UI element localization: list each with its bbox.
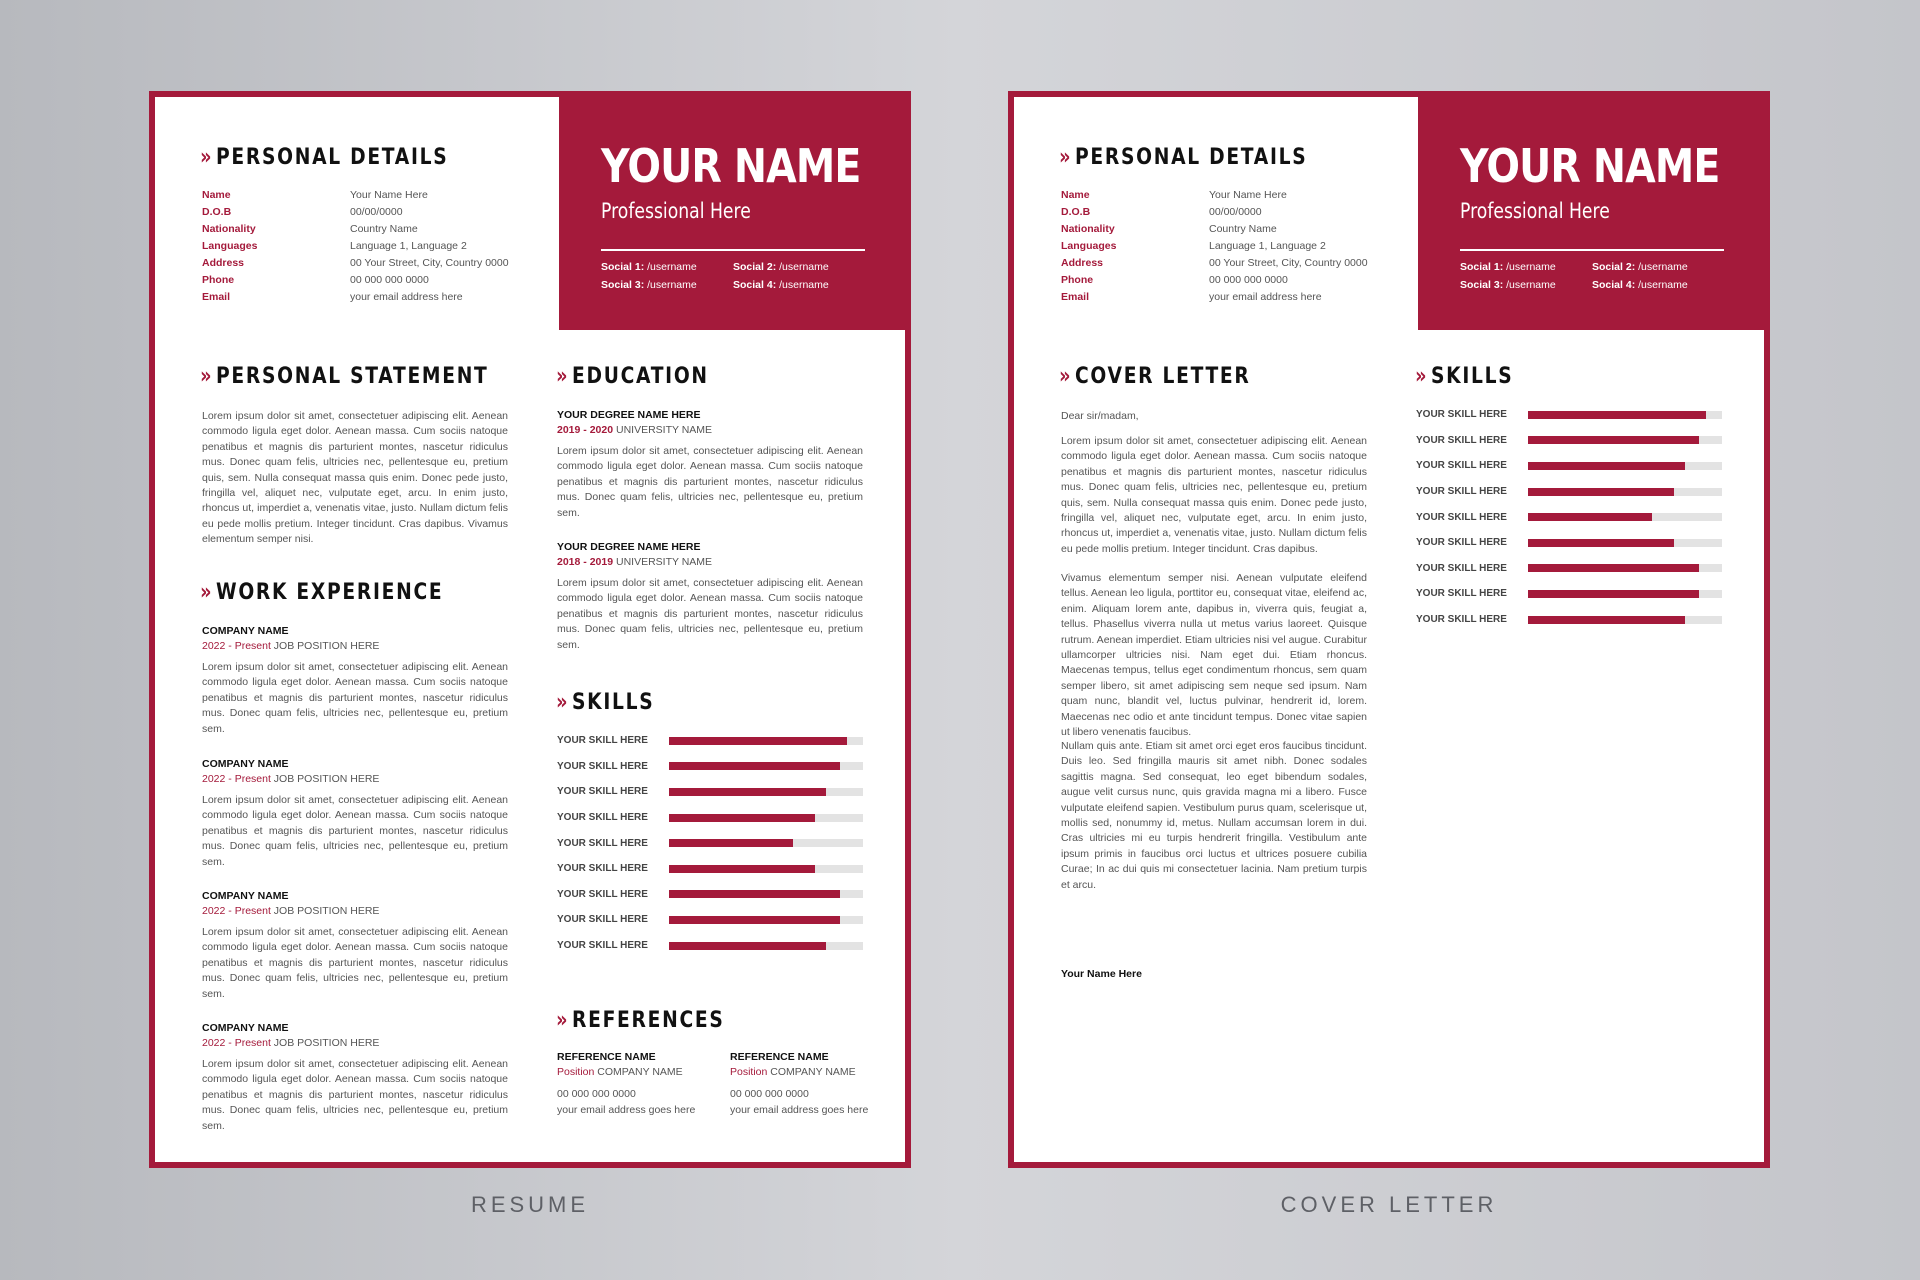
references-heading: » REFERENCES: [556, 1008, 725, 1033]
skill-bar-track: [669, 942, 863, 950]
header-divider: [1460, 249, 1724, 251]
detail-label: Phone: [202, 274, 235, 286]
resume-page: [149, 91, 911, 1168]
detail-value: Your Name Here: [1209, 189, 1287, 201]
skill-row: [1416, 453, 1722, 479]
work-entry: COMPANY NAME 2022 - Present JOB POSITION HERE Lorem ipsum dolor sit amet, consectetuer adipiscing elit. Aenean commodo ligula eget dolor. Aenean massa. Cum sociis natoque penatibus et magnis dis parturient montes, nascetur ridiculus mus. Donec quam felis, ultricies nec, pellentesque eu, pretium sem.: [202, 625, 508, 735]
skill-bar-track: [1528, 539, 1722, 547]
skill-label: YOUR SKILL HERE: [1416, 562, 1507, 574]
skill-bar-fill: [669, 737, 847, 745]
skill-bar-fill: [1528, 462, 1685, 470]
skill-label: YOUR SKILL HERE: [557, 735, 648, 747]
detail-label: Name: [1061, 189, 1090, 201]
skill-bar-fill: [1528, 616, 1685, 624]
cover-salutation: Dear sir/madam,: [1061, 410, 1139, 422]
skill-bar-track: [669, 865, 863, 873]
social-item: Social 4: /username: [1592, 279, 1688, 291]
double-chevron-right-icon: »: [1059, 364, 1069, 389]
double-chevron-right-icon: »: [556, 1008, 566, 1033]
skill-row: [1416, 479, 1722, 505]
header-divider: [601, 249, 865, 251]
skill-bar-track: [669, 762, 863, 770]
double-chevron-right-icon: »: [200, 364, 210, 389]
social-item: Social 1: /username: [1460, 261, 1556, 273]
header-name: YOUR NAME: [1460, 139, 1720, 193]
social-links: [601, 261, 875, 291]
skill-bar-track: [1528, 488, 1722, 496]
detail-label: Languages: [202, 240, 258, 252]
detail-value: 00/00/0000: [350, 206, 403, 218]
detail-label: Phone: [1061, 274, 1094, 286]
cover-letter-heading: » COVER LETTER: [1059, 364, 1251, 389]
skill-label: YOUR SKILL HERE: [1416, 537, 1507, 549]
work-entry: COMPANY NAME 2022 - Present JOB POSITION HERE Lorem ipsum dolor sit amet, consectetuer adipiscing elit. Aenean commodo ligula eget dolor. Aenean massa. Cum sociis natoque penatibus et magnis dis parturient montes, nascetur ridiculus mus. Donec quam felis, ultricies nec, pellentesque eu, pretium sem.: [202, 890, 508, 1000]
skill-bar-fill: [1528, 436, 1699, 444]
skill-bar-fill: [669, 762, 840, 770]
education-heading: » EDUCATION: [556, 364, 710, 389]
work-entry: COMPANY NAME 2022 - Present JOB POSITION HERE Lorem ipsum dolor sit amet, consectetuer adipiscing elit. Aenean commodo ligula eget dolor. Aenean massa. Cum sociis natoque penatibus et magnis dis parturient montes, nascetur ridiculus mus. Donec quam felis, ultricies nec, pellentesque eu, pretium sem.: [202, 1022, 508, 1132]
skills-list: [557, 728, 863, 958]
cover-paragraph: Vivamus elementum semper nisi. Aenean vulputate eleifend tellus. Aenean leo ligula, porttitor eu, consequat vitae, eleifend ac, enim. Aliquam lorem ante, dapibus in, viverra quis, feugiat a, tellus. Phasellus viverra nulla ut metus varius laoreet. Quisque rutrum. Aenean imperdiet. Etiam ultricies nisi vel augue. Curabitur ullamcorper ultricies nisi. Nam eget dui. Etiam rhoncus. Maecenas tempus, tellus eget condimentum rhoncus, sem quam semper libero, sit amet adipiscing sem neque sed ipsum. Nam quam nunc, blandit vel, luctus pulvinar, hendrerit id, lorem. Maecenas nec odio et ante tincidunt tempus. Donec vitae sapien ut libero venenatis faucibus.: [1061, 572, 1367, 739]
skill-row: [1416, 530, 1722, 556]
cover-letter-page: [1008, 91, 1770, 1168]
detail-label: Languages: [1061, 240, 1117, 252]
social-item: Social 3: /username: [601, 279, 697, 291]
skill-bar-fill: [669, 788, 826, 796]
skill-bar-track: [669, 916, 863, 924]
detail-value: your email address here: [1209, 291, 1322, 303]
social-item: Social 2: /username: [1592, 261, 1688, 273]
skill-bar-track: [1528, 411, 1722, 419]
reference-entry: REFERENCE NAME Position COMPANY NAME 00 000 000 0000 your email address goes here: [557, 1051, 696, 1116]
skill-bar-track: [1528, 436, 1722, 444]
skill-row: [557, 933, 863, 959]
skills-heading: » SKILLS: [1415, 364, 1514, 389]
skill-bar-track: [669, 839, 863, 847]
detail-value: 00 000 000 0000: [1209, 274, 1288, 286]
skill-bar-fill: [1528, 539, 1674, 547]
detail-label: Address: [202, 257, 245, 269]
skill-label: YOUR SKILL HERE: [1416, 511, 1507, 523]
references-list: [557, 1051, 903, 1116]
detail-value: your email address here: [350, 291, 463, 303]
cover-letter-caption: COVER LETTER: [1280, 1192, 1498, 1217]
skill-row: [1416, 428, 1722, 454]
skill-label: YOUR SKILL HERE: [557, 837, 648, 849]
detail-label: Nationality: [202, 223, 256, 235]
skill-bar-fill: [1528, 513, 1652, 521]
cover-paragraph: Lorem ipsum dolor sit amet, consectetuer adipiscing elit. Aenean commodo ligula eget dolor. Aenean massa. Cum sociis natoque penatibus et magnis dis parturient montes, nascetur ridiculus mus. Donec quam felis, ultricies nec, pellentesque eu, pretium quis, sem. Nulla consequat massa quis enim. Donec pede justo, fringilla vel, aliquet nec, vulputate eget, arcu. In enim justo, rhoncus ut, imperdiet a, venenatis vitae, justo. Nullam dictum felis eu pede mollis pretium. Integer tincidunt. Cras dapibus.: [1061, 435, 1367, 555]
skill-label: YOUR SKILL HERE: [557, 863, 648, 875]
skill-bar-fill: [669, 916, 840, 924]
skill-label: YOUR SKILL HERE: [557, 786, 648, 798]
skill-row: [557, 728, 863, 754]
skill-label: YOUR SKILL HERE: [1416, 460, 1507, 472]
skill-bar-track: [669, 788, 863, 796]
skill-label: YOUR SKILL HERE: [557, 888, 648, 900]
double-chevron-right-icon: »: [200, 145, 210, 170]
skill-label: YOUR SKILL HERE: [1416, 409, 1507, 421]
detail-value: Language 1, Language 2: [1209, 240, 1326, 252]
double-chevron-right-icon: »: [556, 690, 566, 715]
resume-caption: RESUME: [470, 1192, 590, 1217]
detail-label: D.O.B: [1061, 206, 1091, 218]
cover-header: [1418, 97, 1770, 330]
skill-bar-fill: [1528, 488, 1674, 496]
education-entry: YOUR DEGREE NAME HERE 2019 - 2020 UNIVERSITY NAME Lorem ipsum dolor sit amet, consectetuer adipiscing elit. Aenean commodo ligula eget dolor. Aenean massa. Cum sociis natoque penatibus et magnis dis parturient montes, nascetur ridiculus mus. Donec quam felis, ultricies nec, pellentesque eu, pretium sem.: [557, 409, 863, 519]
detail-value: 00 Your Street, City, Country 0000: [1209, 257, 1368, 269]
detail-value: Language 1, Language 2: [350, 240, 467, 252]
detail-label: Name: [202, 189, 231, 201]
social-item: Social 4: /username: [733, 279, 829, 291]
personal-details-heading: » PERSONAL DETAILS: [1059, 145, 1308, 170]
detail-label: Nationality: [1061, 223, 1115, 235]
skill-row: [557, 830, 863, 856]
skill-bar-fill: [669, 839, 793, 847]
skills-list: [1416, 402, 1722, 632]
double-chevron-right-icon: »: [1059, 145, 1069, 170]
skill-label: YOUR SKILL HERE: [557, 940, 648, 952]
personal-details-list: [1061, 189, 1389, 303]
skill-row: [1416, 556, 1722, 582]
skill-row: [557, 856, 863, 882]
skill-bar-track: [1528, 513, 1722, 521]
skill-label: YOUR SKILL HERE: [1416, 614, 1507, 626]
skill-label: YOUR SKILL HERE: [1416, 588, 1507, 600]
skill-label: YOUR SKILL HERE: [557, 812, 648, 824]
skill-row: [1416, 607, 1722, 633]
detail-value: 00/00/0000: [1209, 206, 1262, 218]
detail-label: Email: [202, 291, 231, 303]
double-chevron-right-icon: »: [1415, 364, 1425, 389]
social-item: Social 1: /username: [601, 261, 697, 273]
detail-label: Address: [1061, 257, 1104, 269]
skill-bar-track: [1528, 564, 1722, 572]
detail-value: 00 000 000 0000: [350, 274, 429, 286]
social-links: [1460, 261, 1734, 291]
resume-header: [559, 97, 911, 330]
skill-row: [1416, 402, 1722, 428]
personal-details-list: [202, 189, 530, 303]
personal-details-heading: » PERSONAL DETAILS: [200, 145, 449, 170]
skill-row: [557, 907, 863, 933]
reference-entry: REFERENCE NAME Position COMPANY NAME 00 000 000 0000 your email address goes here: [730, 1051, 869, 1116]
detail-value: Your Name Here: [350, 189, 428, 201]
skill-row: [557, 805, 863, 831]
social-item: Social 3: /username: [1460, 279, 1556, 291]
skill-label: YOUR SKILL HERE: [1416, 434, 1507, 446]
skill-bar-fill: [669, 890, 840, 898]
skill-bar-fill: [669, 942, 826, 950]
skill-row: [557, 754, 863, 780]
detail-label: Email: [1061, 291, 1090, 303]
detail-label: D.O.B: [202, 206, 232, 218]
skill-bar-track: [1528, 590, 1722, 598]
header-title: Professional Here: [601, 199, 751, 223]
skills-heading: » SKILLS: [556, 690, 655, 715]
skill-bar-track: [1528, 462, 1722, 470]
double-chevron-right-icon: »: [200, 580, 210, 605]
personal-statement-text: Lorem ipsum dolor sit amet, consectetuer adipiscing elit. Aenean commodo ligula eget dolor. Aenean massa. Cum sociis natoque penatibus et magnis dis parturient montes, nascetur ridiculus mus. Donec quam felis, ultricies nec, pellentesque eu, pretium quis, sem. Nulla consequat massa quis enim. Donec pede justo, fringilla vel, aliquet nec, vulputate eget, arcu. In enim justo, rhoncus ut, imperdiet a, venenatis vitae, justo. Nullam dictum felis eu pede mollis pretium. Integer tincidunt. Cras dapibus. Vivamus elementum semper nisi.: [202, 410, 508, 546]
skill-label: YOUR SKILL HERE: [557, 914, 648, 926]
skill-bar-fill: [1528, 411, 1706, 419]
skill-bar-track: [1528, 616, 1722, 624]
skill-bar-fill: [669, 814, 815, 822]
cover-signature: Your Name Here: [1061, 968, 1142, 980]
header-title: Professional Here: [1460, 199, 1610, 223]
education-entry: YOUR DEGREE NAME HERE 2018 - 2019 UNIVERSITY NAME Lorem ipsum dolor sit amet, consectetuer adipiscing elit. Aenean commodo ligula eget dolor. Aenean massa. Cum sociis natoque penatibus et magnis dis parturient montes, nascetur ridiculus mus. Donec quam felis, ultricies nec, pellentesque eu, pretium sem.: [557, 541, 863, 651]
skill-bar-track: [669, 814, 863, 822]
personal-statement-heading: » PERSONAL STATEMENT: [200, 364, 489, 389]
double-chevron-right-icon: »: [556, 364, 566, 389]
skill-row: [1416, 504, 1722, 530]
skill-row: [557, 882, 863, 908]
skill-label: YOUR SKILL HERE: [1416, 486, 1507, 498]
header-name: YOUR NAME: [601, 139, 861, 193]
skill-bar-track: [669, 737, 863, 745]
detail-value: Country Name: [1209, 223, 1277, 235]
detail-value: Country Name: [350, 223, 418, 235]
skill-label: YOUR SKILL HERE: [557, 760, 648, 772]
skill-bar-fill: [1528, 564, 1699, 572]
skill-bar-fill: [1528, 590, 1699, 598]
work-entry: COMPANY NAME 2022 - Present JOB POSITION HERE Lorem ipsum dolor sit amet, consectetuer adipiscing elit. Aenean commodo ligula eget dolor. Aenean massa. Cum sociis natoque penatibus et magnis dis parturient montes, nascetur ridiculus mus. Donec quam felis, ultricies nec, pellentesque eu, pretium sem.: [202, 758, 508, 868]
skill-row: [557, 779, 863, 805]
social-item: Social 2: /username: [733, 261, 829, 273]
skill-bar-fill: [669, 865, 815, 873]
skill-bar-track: [669, 890, 863, 898]
cover-paragraph: Nullam quis ante. Etiam sit amet orci eget eros faucibus tincidunt. Duis leo. Sed fringilla mauris sit amet nibh. Donec sodales sagittis magna. Sed consequat, leo eget bibendum sodales, augue velit cursus nunc, quis gravida magna mi a libero. Fusce vulputate eleifend sapien. Vestibulum purus quam, scelerisque ut, mollis sed, nonummy id, metus. Nullam accumsan lorem in dui. Cras ultricies mi eu turpis hendrerit fringilla. Vestibulum ante ipsum primis in faucibus orci luctus et ultrices posuere cubilia Curae; In ac dui quis mi consectetuer lacinia. Nam pretium turpis et arcu.: [1061, 740, 1367, 891]
detail-value: 00 Your Street, City, Country 0000: [350, 257, 509, 269]
skill-row: [1416, 581, 1722, 607]
work-experience-heading: » WORK EXPERIENCE: [200, 580, 444, 605]
